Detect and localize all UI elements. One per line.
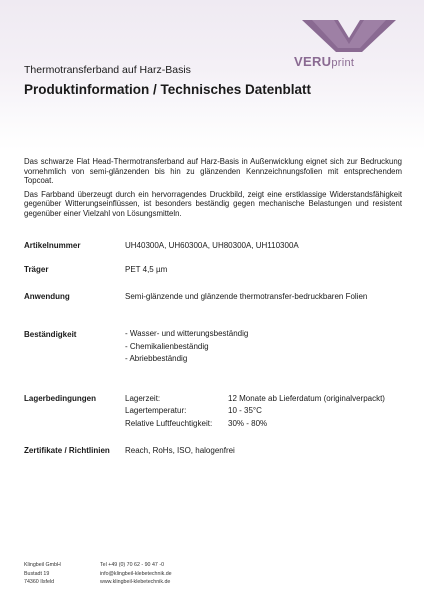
footer-street: Bustadt 19 xyxy=(24,570,50,577)
document-subtitle: Thermotransferband auf Harz-Basis xyxy=(24,64,191,76)
lager-key: Lagertemperatur: xyxy=(125,406,187,416)
lager-value: 30% - 80% xyxy=(228,418,268,428)
veruprint-logo xyxy=(294,14,404,78)
traeger-label: Träger xyxy=(24,265,49,274)
table-row xyxy=(125,394,395,406)
footer-company: Klingbeil GmbH xyxy=(24,562,61,568)
footer-address xyxy=(24,561,61,587)
logo-wordmark xyxy=(294,54,404,69)
logo-chevron-icon xyxy=(294,14,404,54)
logo-suffix: print xyxy=(331,57,355,69)
traeger-value: PET 4,5 µm xyxy=(125,265,168,274)
zertifikate-label: Zertifikate / Richtlinien xyxy=(24,446,110,455)
lager-table xyxy=(125,394,395,431)
anwendung-value: Semi-glänzende und glänzende thermotransfer-bedruckbaren Folien xyxy=(125,292,368,301)
list-item: - Wasser- und witterungsbeständig xyxy=(125,329,249,338)
footer-contact xyxy=(100,561,172,587)
document-title: Produktinformation / Technisches Datenblatt xyxy=(24,82,312,97)
footer-email-link[interactable]: info@klingbeil-klebetechnik.de xyxy=(100,570,172,577)
bestaendigkeit-label: Beständigkeit xyxy=(24,330,77,339)
bestaendigkeit-list xyxy=(125,328,248,366)
artikel-label: Artikelnummer xyxy=(24,241,81,250)
table-row xyxy=(125,419,395,431)
lager-value: 12 Monate ab Lieferdatum (originalverpackt) xyxy=(228,394,385,403)
logo-brand: VERU xyxy=(294,54,332,69)
footer-web-link[interactable]: www.klingbeil-klebetechnik.de xyxy=(100,579,171,586)
zertifikate-value: Reach, RoHs, ISO, halogenfrei xyxy=(125,446,235,455)
footer-phone: Tel +49 (0) 70 62 - 90 47 -0 xyxy=(100,562,165,568)
intro-paragraph-2: Das Farbband überzeugt durch ein hervorragendes Druckbild, zeigt eine erstklassige Widerstandsfähigkeit gegenüber Witterungseinflüssen, ist besonders beständig gegen mechanische Belastungen und resistent gegenüber einer Vielzahl von Lösungsmitteln. xyxy=(24,189,402,218)
footer-city: 74360 Ilsfeld xyxy=(24,579,55,586)
lager-label: Lagerbedingungen xyxy=(24,394,96,403)
intro-paragraph-1: Das schwarze Flat Head-Thermotransferband auf Harz-Basis in Außenwicklung eignet sich zur Bedruckung vornehmlich von semi-glänzenden bis hin zu glänzenden Kennzeichnungsfolien mit entsprechendem Topcoat. xyxy=(24,157,402,186)
table-row xyxy=(125,406,395,418)
anwendung-label: Anwendung xyxy=(24,292,70,301)
list-item: - Abriebbeständig xyxy=(125,354,188,363)
list-item: - Chemikalienbeständig xyxy=(125,341,209,351)
artikel-value: UH40300A, UH60300A, UH80300A, UH110300A xyxy=(125,241,299,250)
intro-text xyxy=(24,157,402,223)
lager-key: Relative Luftfeuchtigkeit: xyxy=(125,418,213,428)
lager-value: 10 - 35°C xyxy=(228,406,262,416)
lager-key: Lagerzeit: xyxy=(125,394,161,403)
